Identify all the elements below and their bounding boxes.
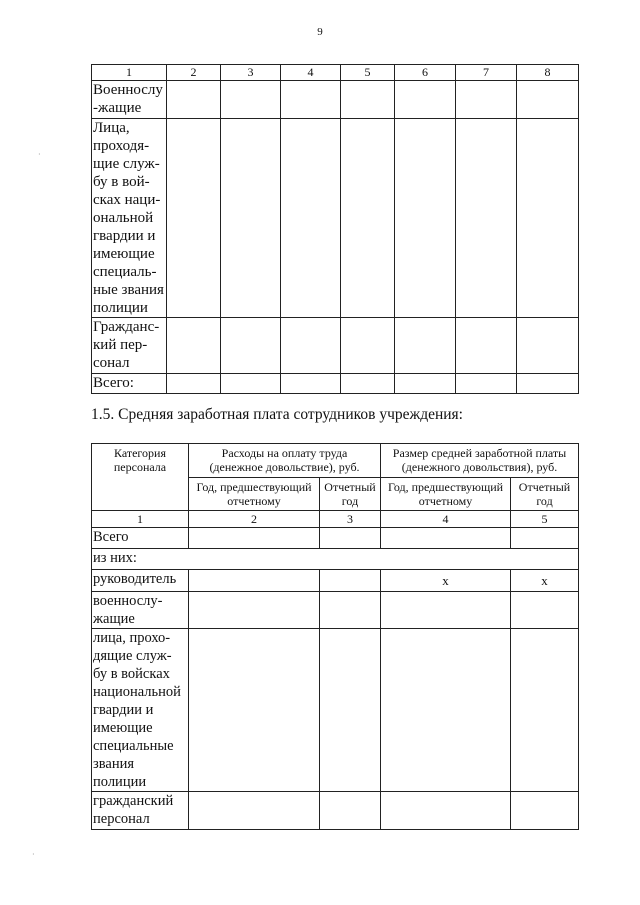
col-number: 3 xyxy=(221,65,281,81)
table-cell[interactable] xyxy=(221,81,281,119)
header-row xyxy=(92,444,579,478)
table-cell[interactable] xyxy=(281,318,341,374)
salary-table xyxy=(91,443,579,830)
table-cell[interactable] xyxy=(395,81,456,119)
section-title: 1.5. Средняя заработная плата сотрудников учреждения: xyxy=(91,406,463,423)
row-label: Военнослу -жащие xyxy=(92,81,167,119)
table-cell[interactable] xyxy=(320,792,381,830)
table-row xyxy=(92,629,579,792)
table-cell[interactable] xyxy=(189,792,320,830)
table-cell[interactable] xyxy=(320,592,381,629)
col-number: 8 xyxy=(517,65,579,81)
row-label: лица, прохо- дящие служ- бу в войсках национальной гвардии и имеющие специальные звания полиции xyxy=(92,629,189,792)
table-cell[interactable] xyxy=(221,119,281,318)
table-cell[interactable] xyxy=(341,318,395,374)
col-number: 4 xyxy=(281,65,341,81)
col-number: 2 xyxy=(167,65,221,81)
table-row xyxy=(92,374,579,394)
table-cell[interactable] xyxy=(341,81,395,119)
table-cell[interactable] xyxy=(167,318,221,374)
table-cell[interactable] xyxy=(341,374,395,394)
header-avg-salary: Размер средней заработной платы (денежного довольствия), руб. xyxy=(381,444,579,478)
table-cell[interactable] xyxy=(221,318,281,374)
table-row xyxy=(92,792,579,830)
header-expenses: Расходы на оплату труда (денежное довольствие), руб. xyxy=(189,444,381,478)
col-number: 1 xyxy=(92,511,189,528)
table-cell[interactable] xyxy=(381,528,511,549)
table-cell[interactable] xyxy=(456,318,517,374)
table-cell[interactable] xyxy=(281,81,341,119)
table-row xyxy=(92,81,579,119)
table-cell[interactable] xyxy=(189,592,320,629)
col-number: 2 xyxy=(189,511,320,528)
header-report-year: Отчетный год xyxy=(320,478,381,511)
table-cell[interactable] xyxy=(189,570,320,592)
table-cell[interactable] xyxy=(189,528,320,549)
table-cell[interactable] xyxy=(511,592,579,629)
personnel-table xyxy=(91,64,579,394)
table-cell[interactable] xyxy=(511,629,579,792)
table-cell[interactable] xyxy=(511,528,579,549)
row-label: руководитель xyxy=(92,570,189,592)
table-cell[interactable] xyxy=(395,318,456,374)
col-number: 5 xyxy=(511,511,579,528)
header-prev-year: Год, предшествующий отчетному xyxy=(381,478,511,511)
col-number: 3 xyxy=(320,511,381,528)
row-label: гражданский персонал xyxy=(92,792,189,830)
table-cell[interactable] xyxy=(189,629,320,792)
table-cell[interactable] xyxy=(381,592,511,629)
row-label: Гражданс- кий пер- сонал xyxy=(92,318,167,374)
table-cell[interactable] xyxy=(167,119,221,318)
table-cell[interactable] xyxy=(517,81,579,119)
table-row xyxy=(92,528,579,549)
column-number-row xyxy=(92,65,579,81)
table-cell[interactable] xyxy=(517,374,579,394)
col-number: 5 xyxy=(341,65,395,81)
column-number-row xyxy=(92,511,579,528)
table-cell[interactable] xyxy=(517,318,579,374)
header-category: Категория персонала xyxy=(92,444,189,511)
table-cell[interactable] xyxy=(517,119,579,318)
header-report-year: Отчетный год xyxy=(511,478,579,511)
row-label: Всего xyxy=(92,528,189,549)
table-cell[interactable] xyxy=(456,119,517,318)
table-cell[interactable] xyxy=(320,570,381,592)
row-label: военнослу- жащие xyxy=(92,592,189,629)
row-label: из них: xyxy=(92,549,579,570)
table-row xyxy=(92,318,579,374)
table-cell: x xyxy=(381,570,511,592)
scan-mark: · xyxy=(32,850,35,859)
table-cell[interactable] xyxy=(456,374,517,394)
row-label: Всего: xyxy=(92,374,167,394)
table-cell[interactable] xyxy=(320,629,381,792)
table-cell[interactable] xyxy=(381,629,511,792)
page-number: 9 xyxy=(317,26,323,38)
table-cell[interactable] xyxy=(456,81,517,119)
scan-mark: · xyxy=(38,150,41,159)
header-prev-year: Год, предшествующий отчетному xyxy=(189,478,320,511)
table-cell[interactable] xyxy=(511,792,579,830)
table-cell[interactable] xyxy=(167,374,221,394)
table-cell[interactable] xyxy=(341,119,395,318)
table-cell[interactable] xyxy=(281,374,341,394)
table-cell[interactable] xyxy=(381,792,511,830)
col-number: 7 xyxy=(456,65,517,81)
row-label: Лица, проходя- щие служ- бу в вой- сках наци- ональной гвардии и имеющие специаль- ные звания полиции xyxy=(92,119,167,318)
table-cell[interactable] xyxy=(221,374,281,394)
table-row xyxy=(92,570,579,592)
table-cell: x xyxy=(511,570,579,592)
table-cell[interactable] xyxy=(320,528,381,549)
col-number: 1 xyxy=(92,65,167,81)
col-number: 6 xyxy=(395,65,456,81)
table-cell[interactable] xyxy=(281,119,341,318)
table-row xyxy=(92,549,579,570)
table-row xyxy=(92,119,579,318)
table-cell[interactable] xyxy=(167,81,221,119)
table-row xyxy=(92,592,579,629)
table-cell[interactable] xyxy=(395,374,456,394)
col-number: 4 xyxy=(381,511,511,528)
table-cell[interactable] xyxy=(395,119,456,318)
